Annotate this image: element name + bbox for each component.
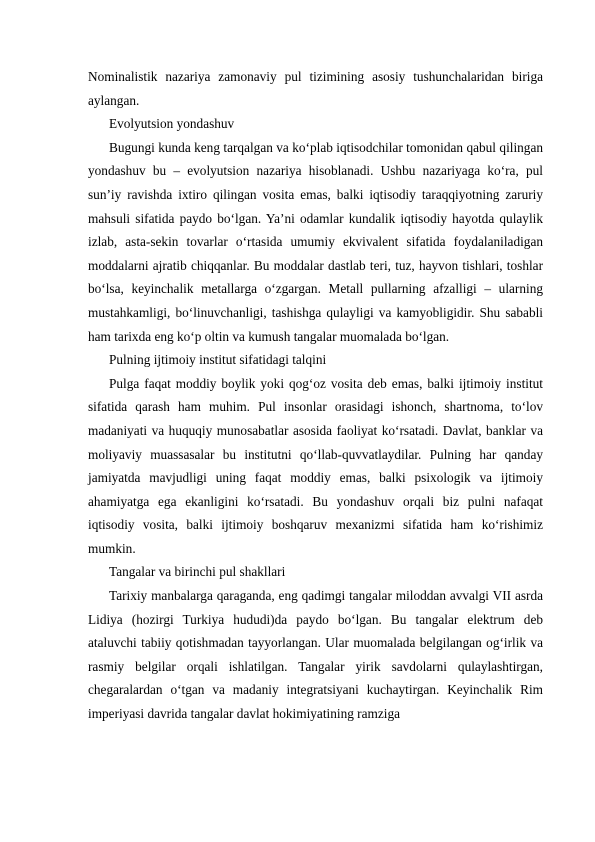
section-heading-social-institution: Pulning ijtimoiy institut sifatidagi talqini xyxy=(109,352,327,368)
paragraph-coins: Tarixiy manbalarga qaraganda, eng qadimgi tangalar miloddan avvalgi VII asrda Lidiya (hozirgi Turkiya hududi)da paydo bo‘lgan. Bu tangalar elektrum deb ataluvchi tabiiy qotishmadan tayyorlangan. Ular muomalada belgilangan og‘irlik va rasmiy belgilar orqali ishlatilgan. Tangalar yirik savdolarni qulaylashtirgan, chegaralardan o‘tgan va madaniy integratsiyani kuchaytirgan. Keyinchalik Rim imperiyasi davrida tangalar davlat hokimiyatining ramziga xyxy=(88,588,543,722)
section-heading-evolutionary-approach: Evolyutsion yondashuv xyxy=(109,116,235,132)
document-page xyxy=(88,65,543,726)
section-heading-coins: Tangalar va birinchi pul shakllari xyxy=(109,564,286,580)
paragraph-social-institution: Pulga faqat moddiy boylik yoki qog‘oz vosita deb emas, balki ijtimoiy institut sifatida qarash ham muhim. Pul insonlar orasidagi ishonch, shartnoma, to‘lov madaniyati va huquqiy munosabatlar asosida faoliyat ko‘rsatadi. Davlat, banklar va moliyaviy muassasalar bu institutni qo‘llab-quvvatlaydilar. Pulning har qanday jamiyatda mavjudligi uning faqat moddiy emas, balki psixologik va ijtimoiy ahamiyatga ega ekanligini ko‘rsatadi. Bu yondashuv orqali biz pulni nafaqat iqtisodiy vosita, balki ijtimoiy boshqaruv mexanizmi sifatida ham ko‘rishimiz mumkin. xyxy=(88,375,543,556)
paragraph-evolutionary-approach: Bugungi kunda keng tarqalgan va ko‘plab iqtisodchilar tomonidan qabul qilingan yondashuv bu – evolyutsion nazariya hisoblanadi. Ushbu nazariyaga ko‘ra, pul sun’iy ravishda ixtiro qilingan vosita emas, balki iqtisodiy taraqqiyotning zaruriy mahsuli sifatida paydo bo‘lgan. Ya’ni odamlar kundalik iqtisodiy hayotda qulaylik izlab, asta-sekin tovarlar o‘rtasida umumiy ekvivalent sifatida foydalaniladigan moddalarni ajratib chiqqanlar. Bu moddalar dastlab teri, tuz, hayvon tishlari, toshlar bo‘lsa, keyinchalik metallarga o‘zgargan. Metall pullarning afzalligi – ularning mustahkamligi, bo‘linuvchanligi, tashishga qulayligi va kamyobligidir. Shu sababli ham tarixda eng ko‘p oltin va kumush tangalar muomalada bo‘lgan. xyxy=(88,139,543,344)
paragraph-continuation: Nominalistik nazariya zamonaviy pul tizimining asosiy tushunchalaridan biriga aylangan. xyxy=(88,69,543,108)
